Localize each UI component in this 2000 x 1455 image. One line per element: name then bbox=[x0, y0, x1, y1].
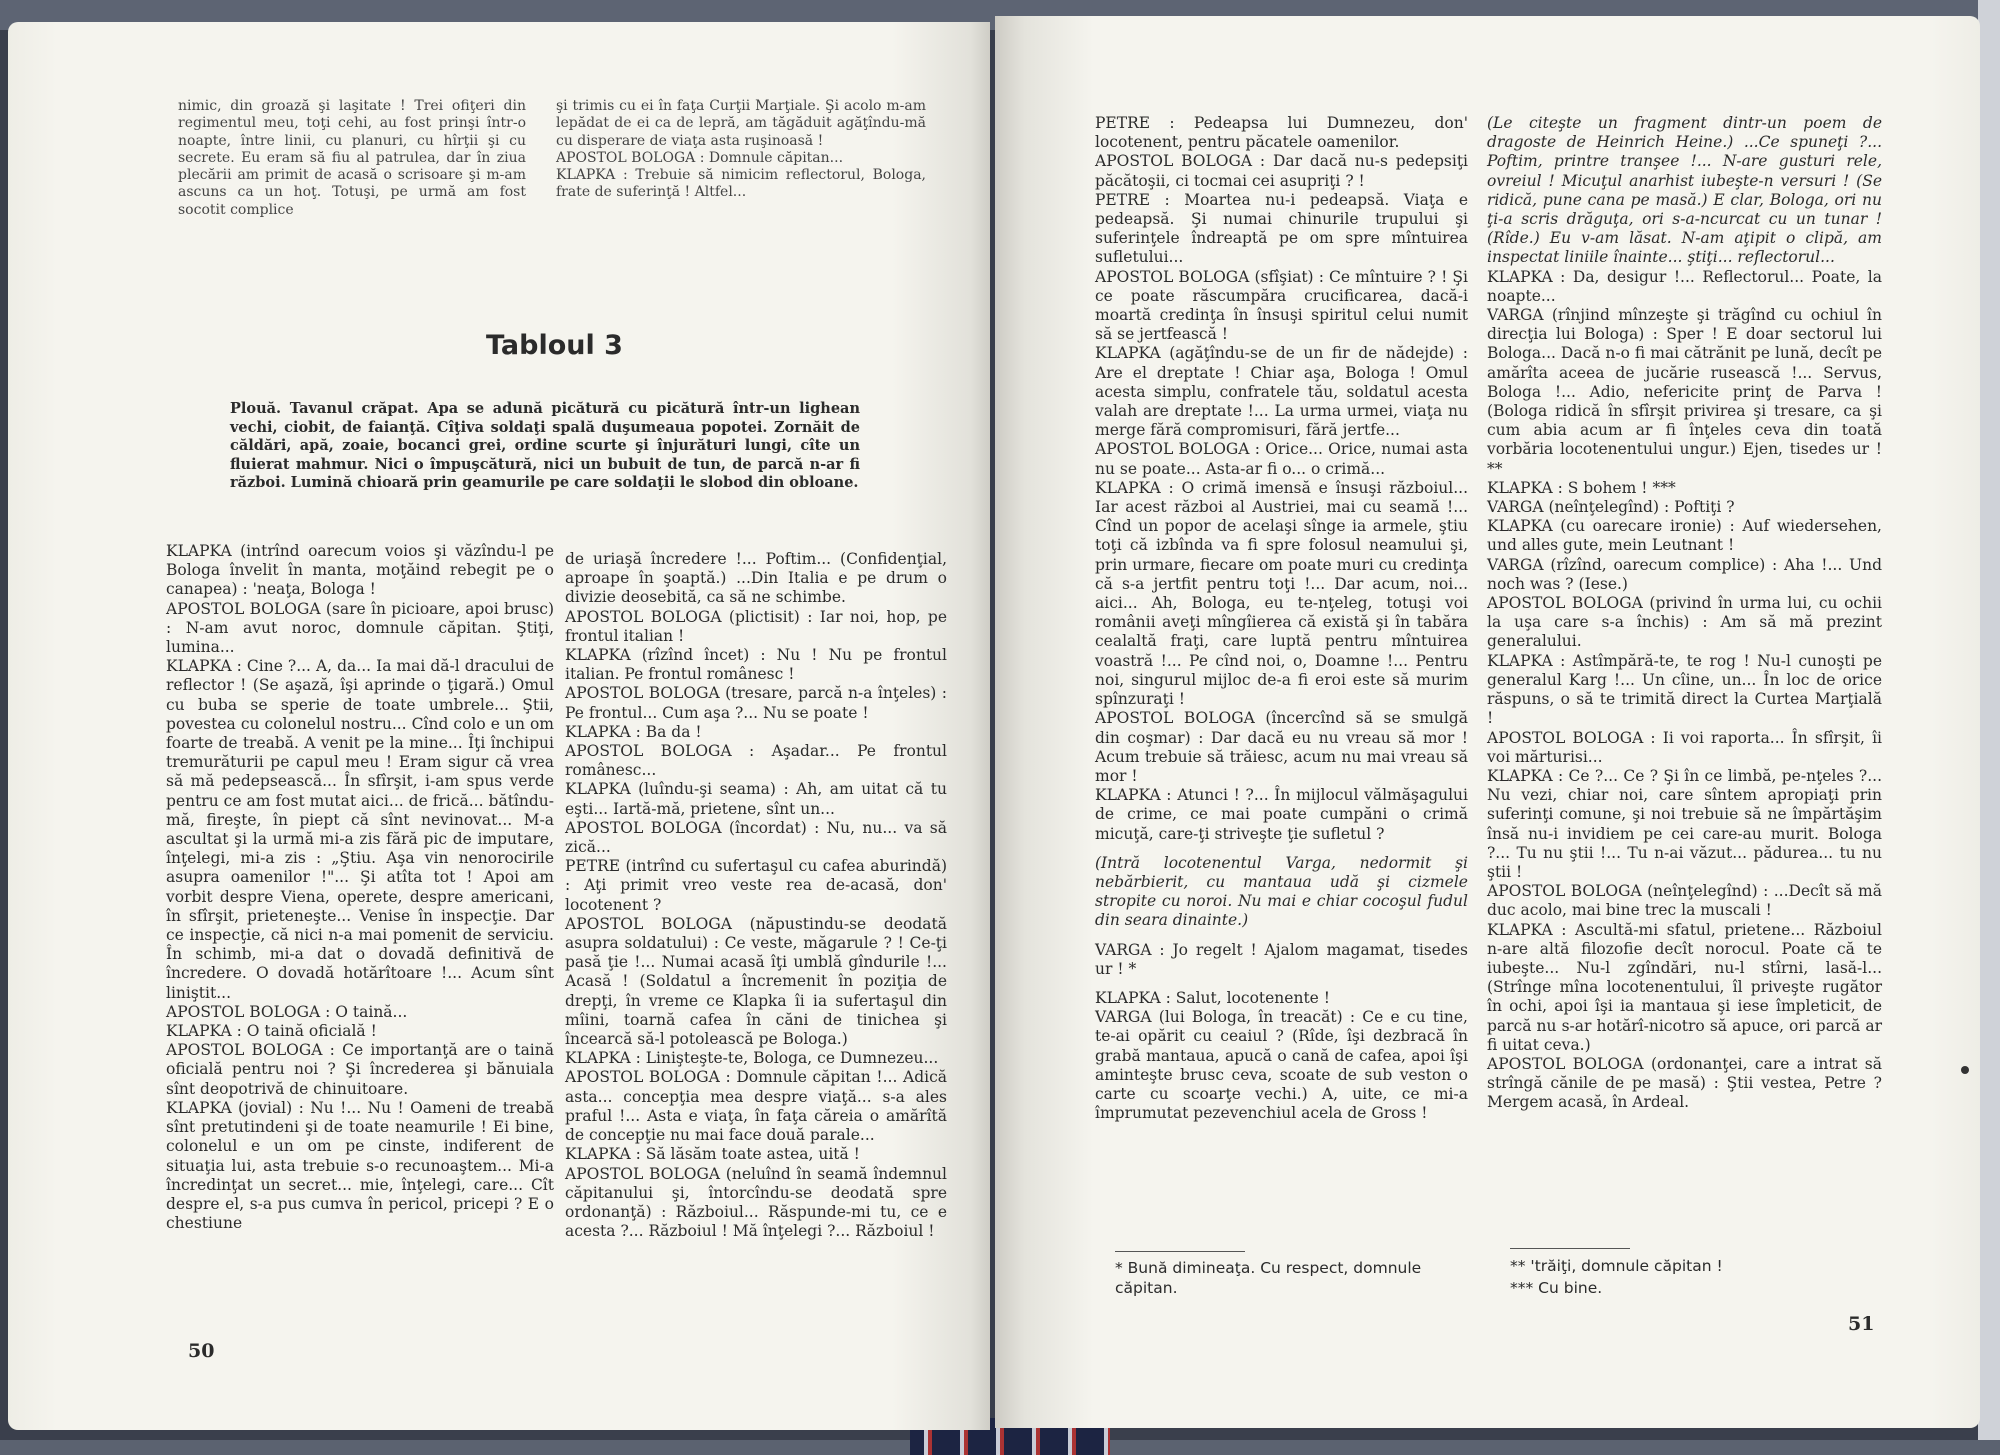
speech: KLAPKA : Astîmpără-te, te rog ! Nu-l cunoşti pe generalul Karg !... Un cîine, un... În loc de orice răspuns, o să te trimită direct la Curtea Marţială ! bbox=[1487, 651, 1882, 728]
speech: APOSTOL BOLOGA : O taină... bbox=[166, 1002, 408, 1021]
speech: KLAPKA (cu oarecare ironie) : Auf wiedersehen, und alles gute, mein Leutnant ! bbox=[1487, 517, 1882, 555]
footnote-rule bbox=[1115, 1251, 1245, 1252]
speech: APOSTOL BOLOGA (încercînd să se smulgă din coşmar) : Dar dacă eu nu vreau să mor ! Acum trebuie să trăiesc, acum nu mai vreau să mor ! bbox=[1095, 709, 1468, 785]
speech: APOSTOL BOLOGA (năpustindu-se deodată asupra soldatului) : Ce veste, măgarule ? ! Ce-ţi pasă ţie !... Numai acasă îţi umblă gîndurile !... Acasă ! (Soldatul a încremenit în poziţia de drepţi, în vreme ce Klapka îi ia sufertaşul din mîini, toarnă cafea în căni de tinichea şi încearcă să-l potolească pe Bologa.) bbox=[565, 914, 947, 1049]
speech: KLAPKA (luîndu-şi seama) : Ah, am uitat că tu eşti... Iartă-mă, prietene, sînt un... bbox=[565, 780, 947, 818]
speech: VARGA : Jo regelt ! Ajalom magamat, tisedes ur ! * bbox=[1095, 940, 1468, 978]
speech: PETRE (intrînd cu sufertaşul cu cafea aburindă) : Aţi primit vreo veste rea de-acasă, don' locotenent ? bbox=[565, 857, 947, 914]
speech: VARGA (lui Bologa, în treacăt) : Ce e cu tine, te-ai opărit cu ceaiul ? (Rîde, îşi dezbracă în grabă mantaua, apucă o cană de cafea, apoi îşi aminteşte brusc ceva, scoate de sub veston o carte cu scoarţe vechi.) A, uite, ce mi-a împrumutat pezevenchiul acela de Gross ! bbox=[1095, 1008, 1468, 1123]
speech: KLAPKA : O crimă imensă e însuşi războiul... Iar acest război al Austriei, mai cu seamă !... Cînd un popor de acelaşi sînge ia armele, ştiu toţi că izbînda va fi spre folosul neamului şi, prin urmare, fiecare om poate muri cu credinţa că s-a jertfit pentru toţi !... Dar acum, noi... aici... Ah, Bologa, eu te-nţeleg, totuşi voi românii aveţi mîngîierea că există şi în tabăra cealaltă fraţi, care luptă pentru mîntuirea voastră !... Pe cînd noi, o, Doamne !... Pentru noi, singurul mijloc de-a fi eroi este să murim spînzuraţi ! bbox=[1095, 478, 1468, 709]
speech: KLAPKA (agăţîndu-se de un fir de nădejde) : Are el dreptate ! Chiar aşa, Bologa ! Omul acesta simplu, confratele tău, soldatul acesta valah are dreptate !... La urma urmei, viaţa nu merge fără compromisuri, fără jertfe... bbox=[1095, 344, 1468, 440]
stage-direction: (Le citeşte un fragment dintr-un poem de dragoste de Heinrich Heine.) ...Ce spuneţi ?... Poftim, printre tranşee !... N-are gusturi rele, ovreiul ! Micuţul anarhist iubeşte-n versuri ! (Se ridică, pune cana pe masă.) E clar, Bologa, ori nu ţi-a scris drăguţa, ori s-a-ncurcat cu un tunar ! (Rîde.) Eu v-am lăsat. N-am aţipit o clipă, am inspectat liniile înainte... ştiţi... reflectorul... bbox=[1487, 114, 1882, 267]
stage-direction: Plouă. Tavanul crăpat. Apa se adună picătură cu picătură într-un lighean vechi, ciobit, de faianţă. Cîţiva soldaţi spală duşumeaua popotei. Zornăit de căldări, apă, zoaie, bocanci grei, ordine scurte şi înjurături lungi, cîte un fluierat mahmur. Nici o împuşcătură, nici un bubuit de tun, de parcă n-ar fi război. Lumină chioară prin geamurile pe care soldaţii le slobod din obloane. bbox=[230, 400, 860, 491]
speech: KLAPKA : Să lăsăm toate astea, uită ! bbox=[565, 1145, 860, 1164]
right-col1 bbox=[1095, 114, 1468, 1123]
footnote: * Bună dimineaţa. Cu respect, domnule căpitan. bbox=[1115, 1259, 1422, 1297]
speech: KLAPKA : Ascultă-mi sfatul, prietene... Războiul n-are altă filozofie decît norocul. Poate că te iubeşte... Nu-l zgîndări, nu-l stîrni, lasă-l... (Strînge mîna locotenentului, îl priveşte rugător în ochi, apoi îşi ia mantaua şi iese împleticit, de parcă nu s-ar hotărî-nicotro să apuce, ori parcă ar fi uitat ceva.) bbox=[1487, 920, 1882, 1054]
book-cover-edge bbox=[1978, 0, 2000, 1455]
speech: APOSTOL BOLOGA : Domnule căpitan... bbox=[556, 149, 844, 166]
speech: APOSTOL BOLOGA (neînţelegînd) : ...Decît să mă duc acolo, mai bine trec la muscali ! bbox=[1487, 882, 1882, 920]
speech: APOSTOL BOLOGA (încordat) : Nu, nu... va să zică... bbox=[565, 818, 947, 857]
speech: APOSTOL BOLOGA : Domnule căpitan !... Adică asta... concepţia mea despre viaţă... s-a ales praful !... Asta e viaţa, în faţa căreia o amărîtă de concepţie nu mai face două parale... bbox=[565, 1068, 947, 1145]
speech: KLAPKA (rîzînd încet) : Nu ! Nu pe frontul italian. Pe frontul românesc ! bbox=[565, 646, 947, 684]
speech: de uriaşă încredere !... Poftim... (Confidenţial, aproape în şoaptă.) ...Din Italia e pe drum o divizie deosebită, ca să ne schimbe. bbox=[565, 550, 947, 607]
speech: KLAPKA : Salut, locotenente ! bbox=[1095, 988, 1330, 1007]
left-col2 bbox=[565, 550, 947, 1241]
speech: APOSTOL BOLOGA (tresare, parcă n-a înţeles) : Pe frontul... Cum aşa ?... Nu se poate ! bbox=[565, 684, 947, 722]
right-col2 bbox=[1487, 114, 1882, 1113]
speech: KLAPKA (jovial) : Nu !... Nu ! Oameni de treabă sînt pretutindeni şi de toate neamurile ! Ei bine, colonelul e un om pe cinste, indiferent de situaţia lui, asta trebuie s-o recunoaştem... Mi-a încredinţat un secret... mie, înţelegi, care... Cît despre el, s-a pus cumva în pericol, pricepi ? E o chestiune bbox=[166, 1098, 554, 1233]
speech: PETRE : Moartea nu-i pedeapsă. Viaţa e pedeapsă. Şi numai chinurile trupului şi suferinţele îndreaptă pe om spre mîntuirea sufletului... bbox=[1095, 190, 1468, 267]
speech: APOSTOL BOLOGA : Orice... Orice, numai asta nu se poate... Asta-ar fi o... o crimă... bbox=[1095, 440, 1468, 478]
speech: APOSTOL BOLOGA (plictisit) : Iar noi, hop, pe frontul italian ! bbox=[565, 607, 947, 645]
speech: VARGA (neînţelegînd) : Poftiţi ? bbox=[1487, 498, 1735, 517]
speech: KLAPKA : S bohem ! *** bbox=[1487, 478, 1676, 497]
speech: KLAPKA : Ce ?... Ce ? Şi în ce limbă, pe-nţeles ?... Nu vezi, chiar noi, care sîntem apropiaţi prin suferinţi comune, şi noi trebuie să ne împărtăşim însă nu-i invidiem pe cei care-au murit. Bologa ?... Tu nu ştii !... Tu n-ai văzut... pădurea... tu nu ştii ! bbox=[1487, 766, 1882, 881]
left-col1-top bbox=[178, 98, 526, 219]
speech: APOSTOL BOLOGA : Aşadar... Pe frontul românesc... bbox=[565, 742, 947, 780]
footnote: ** 'trăiţi, domnule căpitan ! bbox=[1510, 1257, 1723, 1275]
footnote-rule bbox=[1510, 1248, 1630, 1249]
speech: KLAPKA : Linişteşte-te, Bologa, ce Dumnezeu... bbox=[565, 1049, 939, 1068]
paragraph: nimic, din groază şi laşitate ! Trei ofiţeri din regimentul meu, toţi cehi, au fost prinşi într-o noapte, între linii, cu planuri, cu hîrţii şi cu secrete. Eu eram să fiu al patrulea, dar în ziua plecării am primit de acasă o scrisoare şi m-am ascuns ca un hoţ. Totuşi, pe urmă am fost socotit complice bbox=[178, 98, 526, 218]
speech: KLAPKA : Ba da ! bbox=[565, 722, 702, 741]
paragraph: şi trimis cu ei în faţa Curţii Marţiale. Şi acolo m-am lepădat de ei ca de lepră, am tăgăduit agăţîndu-mă cu disperare de viaţa asta ruşinoasă ! bbox=[556, 98, 926, 149]
speech: PETRE : Pedeapsa lui Dumnezeu, don' locotenent, pentru păcatele oamenilor. bbox=[1095, 114, 1468, 152]
speech: VARGA (rînjind mînzeşte şi trăgînd cu ochiul în direcţia lui Bologa) : Sper ! E doar sectorul lui Bologa... Dacă n-o fi mai cătrănit pe lună, decît pe amărîta aceea de jucărie rusească !... Servus, Bologa !... Adio, nefericite prinţ de Parva ! (Bologa ridică în sfîrşit privirea şi tresare, ca şi cum abia acum ar fi înţeles ceva din toată vorbăria locotenentului ungur.) Ejen, tisedes ur ! ** bbox=[1487, 306, 1882, 478]
speech: APOSTOL BOLOGA : Ii voi raporta... În sfîrşit, îi voi mărturisi... bbox=[1487, 728, 1882, 766]
page-spot bbox=[1961, 1066, 1969, 1074]
speech: APOSTOL BOLOGA (sare în picioare, apoi brusc) : N-am avut noroc, domnule căpitan. Ştiţi, lumina... bbox=[166, 599, 554, 657]
page-number: 50 bbox=[188, 1340, 215, 1362]
section-title: Tabloul 3 bbox=[486, 330, 623, 361]
footnote: *** Cu bine. bbox=[1510, 1279, 1603, 1297]
speech: APOSTOL BOLOGA : Ce importanţă are o taină oficială pentru noi ? Şi încrederea şi bănuiala sînt deopotrivă de chinuitoare. bbox=[166, 1041, 554, 1098]
speech: APOSTOL BOLOGA (privind în urma lui, cu ochii la uşa care s-a închis) : Am să mă prezint generalului. bbox=[1487, 594, 1882, 651]
speech: KLAPKA : O taină oficială ! bbox=[166, 1022, 377, 1041]
speech: KLAPKA : Da, desigur !... Reflectorul... Poate, la noapte... bbox=[1487, 267, 1882, 305]
left-page bbox=[8, 22, 990, 1430]
page-number: 51 bbox=[1848, 1313, 1875, 1335]
stage-direction: (Intră locotenentul Varga, nedormit şi nebărbierit, cu mantaua udă şi cizmele stropite cu noroi. Nu mai e chiar cocoşul fudul din seara dinainte.) bbox=[1095, 853, 1468, 930]
speech: APOSTOL BOLOGA : Dar dacă nu-s pedepsiţi păcătoşii, ci tocmai cei asupriţi ? ! bbox=[1095, 152, 1468, 190]
left-col2-top bbox=[556, 98, 926, 202]
left-col1 bbox=[166, 542, 554, 1233]
speech: APOSTOL BOLOGA (ordonanţei, care a intrat să strîngă cănile de pe masă) : Ştii vestea, Petre ? Mergem acasă, în Ardeal. bbox=[1487, 1054, 1882, 1112]
speech: VARGA (rîzînd, oarecum complice) : Aha !... Und noch was ? (Iese.) bbox=[1487, 555, 1882, 593]
speech: KLAPKA (intrînd oarecum voios şi văzîndu-l pe Bologa învelit în manta, moţăind rebegit pe o canapea) : 'neaţa, Bologa ! bbox=[166, 542, 554, 599]
speech: KLAPKA : Atunci ! ?... În mijlocul vălmăşagului de crime, ce mai poate cumpăni o crimă micuţă, care-ţi striveşte ţie sufletul ? bbox=[1095, 786, 1468, 843]
speech: KLAPKA : Cine ?... A, da... Ia mai dă-l dracului de reflector ! (Se aşază, îşi aprinde o ţigară.) Omul cu buba se sperie de toate umbrele... Ştii, povestea cu colonelul nostru... Cînd colo e un om foarte de treabă. A venit pe la mine... Îţi închipui tremurăturii pe capul meu ! Eram sigur că vrea să mă pedepsească... În sfîrşit, i-am spus verde pentru ce am fost mutat aici... de frică... bătîndu-mă, fireşte, în piept că sînt nevinovat... M-a ascultat şi la urmă mi-a zis fără pic de imputare, înţelegi, mi-a zis : „Ştiu. Aşa vin nenorocirile asupra oamenilor !"... Şi atîta tot ! Apoi am vorbit despre Viena, operete, despre americani, în sfîrşit, prieteneşte... Venise în inspecţie. Dar ce inspecţie, că nici n-a mai pomenit de serviciu. În schimb, mi-a dat o dovadă definitivă de încredere. O dovadă hotărîtoare !... Acum sînt liniştit... bbox=[166, 657, 554, 1002]
speech: KLAPKA : Trebuie să nimicim reflectorul, Bologa, frate de suferinţă ! Altfel... bbox=[556, 167, 926, 201]
speech: APOSTOL BOLOGA (sfîşiat) : Ce mîntuire ? ! Şi ce poate răscumpăra crucificarea, dacă-i moartă credinţa în însuşi spiritul celui numit să se jertfească ! bbox=[1095, 267, 1468, 344]
right-page bbox=[995, 16, 1980, 1428]
speech: APOSTOL BOLOGA (neluînd în seamă îndemnul căpitanului şi, întorcîndu-se deodată spre ordonanţă) : Războiul... Răspunde-mi tu, ce e acesta ?... Războiul ! Mă înţelegi ?... Războiul ! bbox=[565, 1164, 947, 1241]
